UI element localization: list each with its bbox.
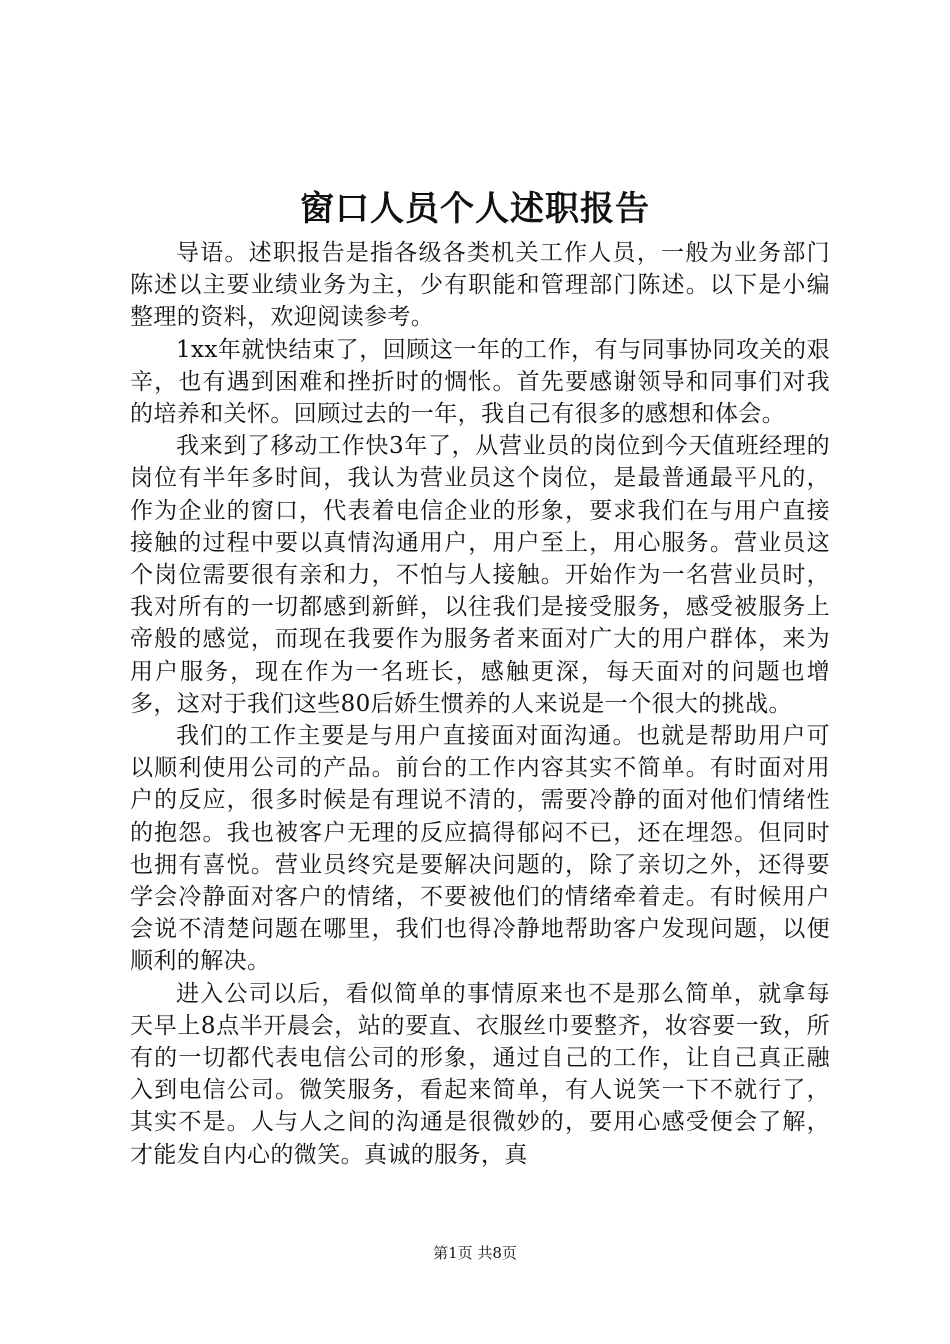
paragraph-intro: 导语。述职报告是指各级各类机关工作人员，一般为业务部门陈述以主要业绩业务为主，少有职能和管理部门陈述。以下是小编整理的资料，欢迎阅读参考。	[130, 240, 830, 331]
document-title: 窗口人员个人述职报告	[300, 189, 650, 229]
paragraph-work: 我们的工作主要是与用户直接面对面沟通。也就是帮助用户可以顺利使用公司的产品。前台的工作内容其实不简单。有时面对用户的反应，很多时候是有理说不清的，需要冷静的面对他们情绪性的抱怨。我也被客户无理的反应搞得郁闷不已，还在埋怨。但同时也拥有喜悦。营业员终究是要解决问题的，除了亲切之外，还得要学会冷静面对客户的情绪，不要被他们的情绪牵着走。有时候用户会说不清楚问题在哪里，我们也得冷静地帮助客户发现问题，以便顺利的解决。	[130, 723, 830, 975]
paragraph-position: 我来到了移动工作快3年了，从营业员的岗位到今天值班经理的岗位有半年多时间，我认为营业员这个岗位，是最普通最平凡的，作为企业的窗口，代表着电信企业的形象，要求我们在与用户直接接触的过程中要以真情沟通用户，用户至上，用心服务。营业员这个岗位需要很有亲和力，不怕与人接触。开始作为一名营业员时，我对所有的一切都感到新鲜，以往我们是接受服务，感受被服务上帝般的感觉，而现在我要作为服务者来面对广大的用户群体，来为用户服务，现在作为一名班长，感触更深，每天面对的问题也增多，这对于我们这些80后娇生惯养的人来说是一个很大的挑战。	[130, 433, 830, 717]
paragraph-company: 进入公司以后，看似简单的事情原来也不是那么简单，就拿每天早上8点半开晨会，站的要直、衣服丝巾要整齐，妆容要一致，所有的一切都代表电信公司的形象，通过自己的工作，让自己真正融入到电信公司。微笑服务，看起来简单，有人说笑一下不就行了，其实不是。人与人之间的沟通是很微妙的，要用心感受便会了解，才能发自内心的微笑。真诚的服务，真	[130, 980, 830, 1168]
page-footer: 第1页 共8页	[433, 1244, 517, 1262]
document-body	[130, 237, 830, 1171]
paragraph-review: 1xx年就快结束了，回顾这一年的工作，有与同事协同攻关的艰辛，也有遇到困难和挫折时的惆怅。首先要感谢领导和同事们对我的培养和关怀。回顾过去的一年，我自己有很多的感想和体会。	[130, 336, 830, 428]
